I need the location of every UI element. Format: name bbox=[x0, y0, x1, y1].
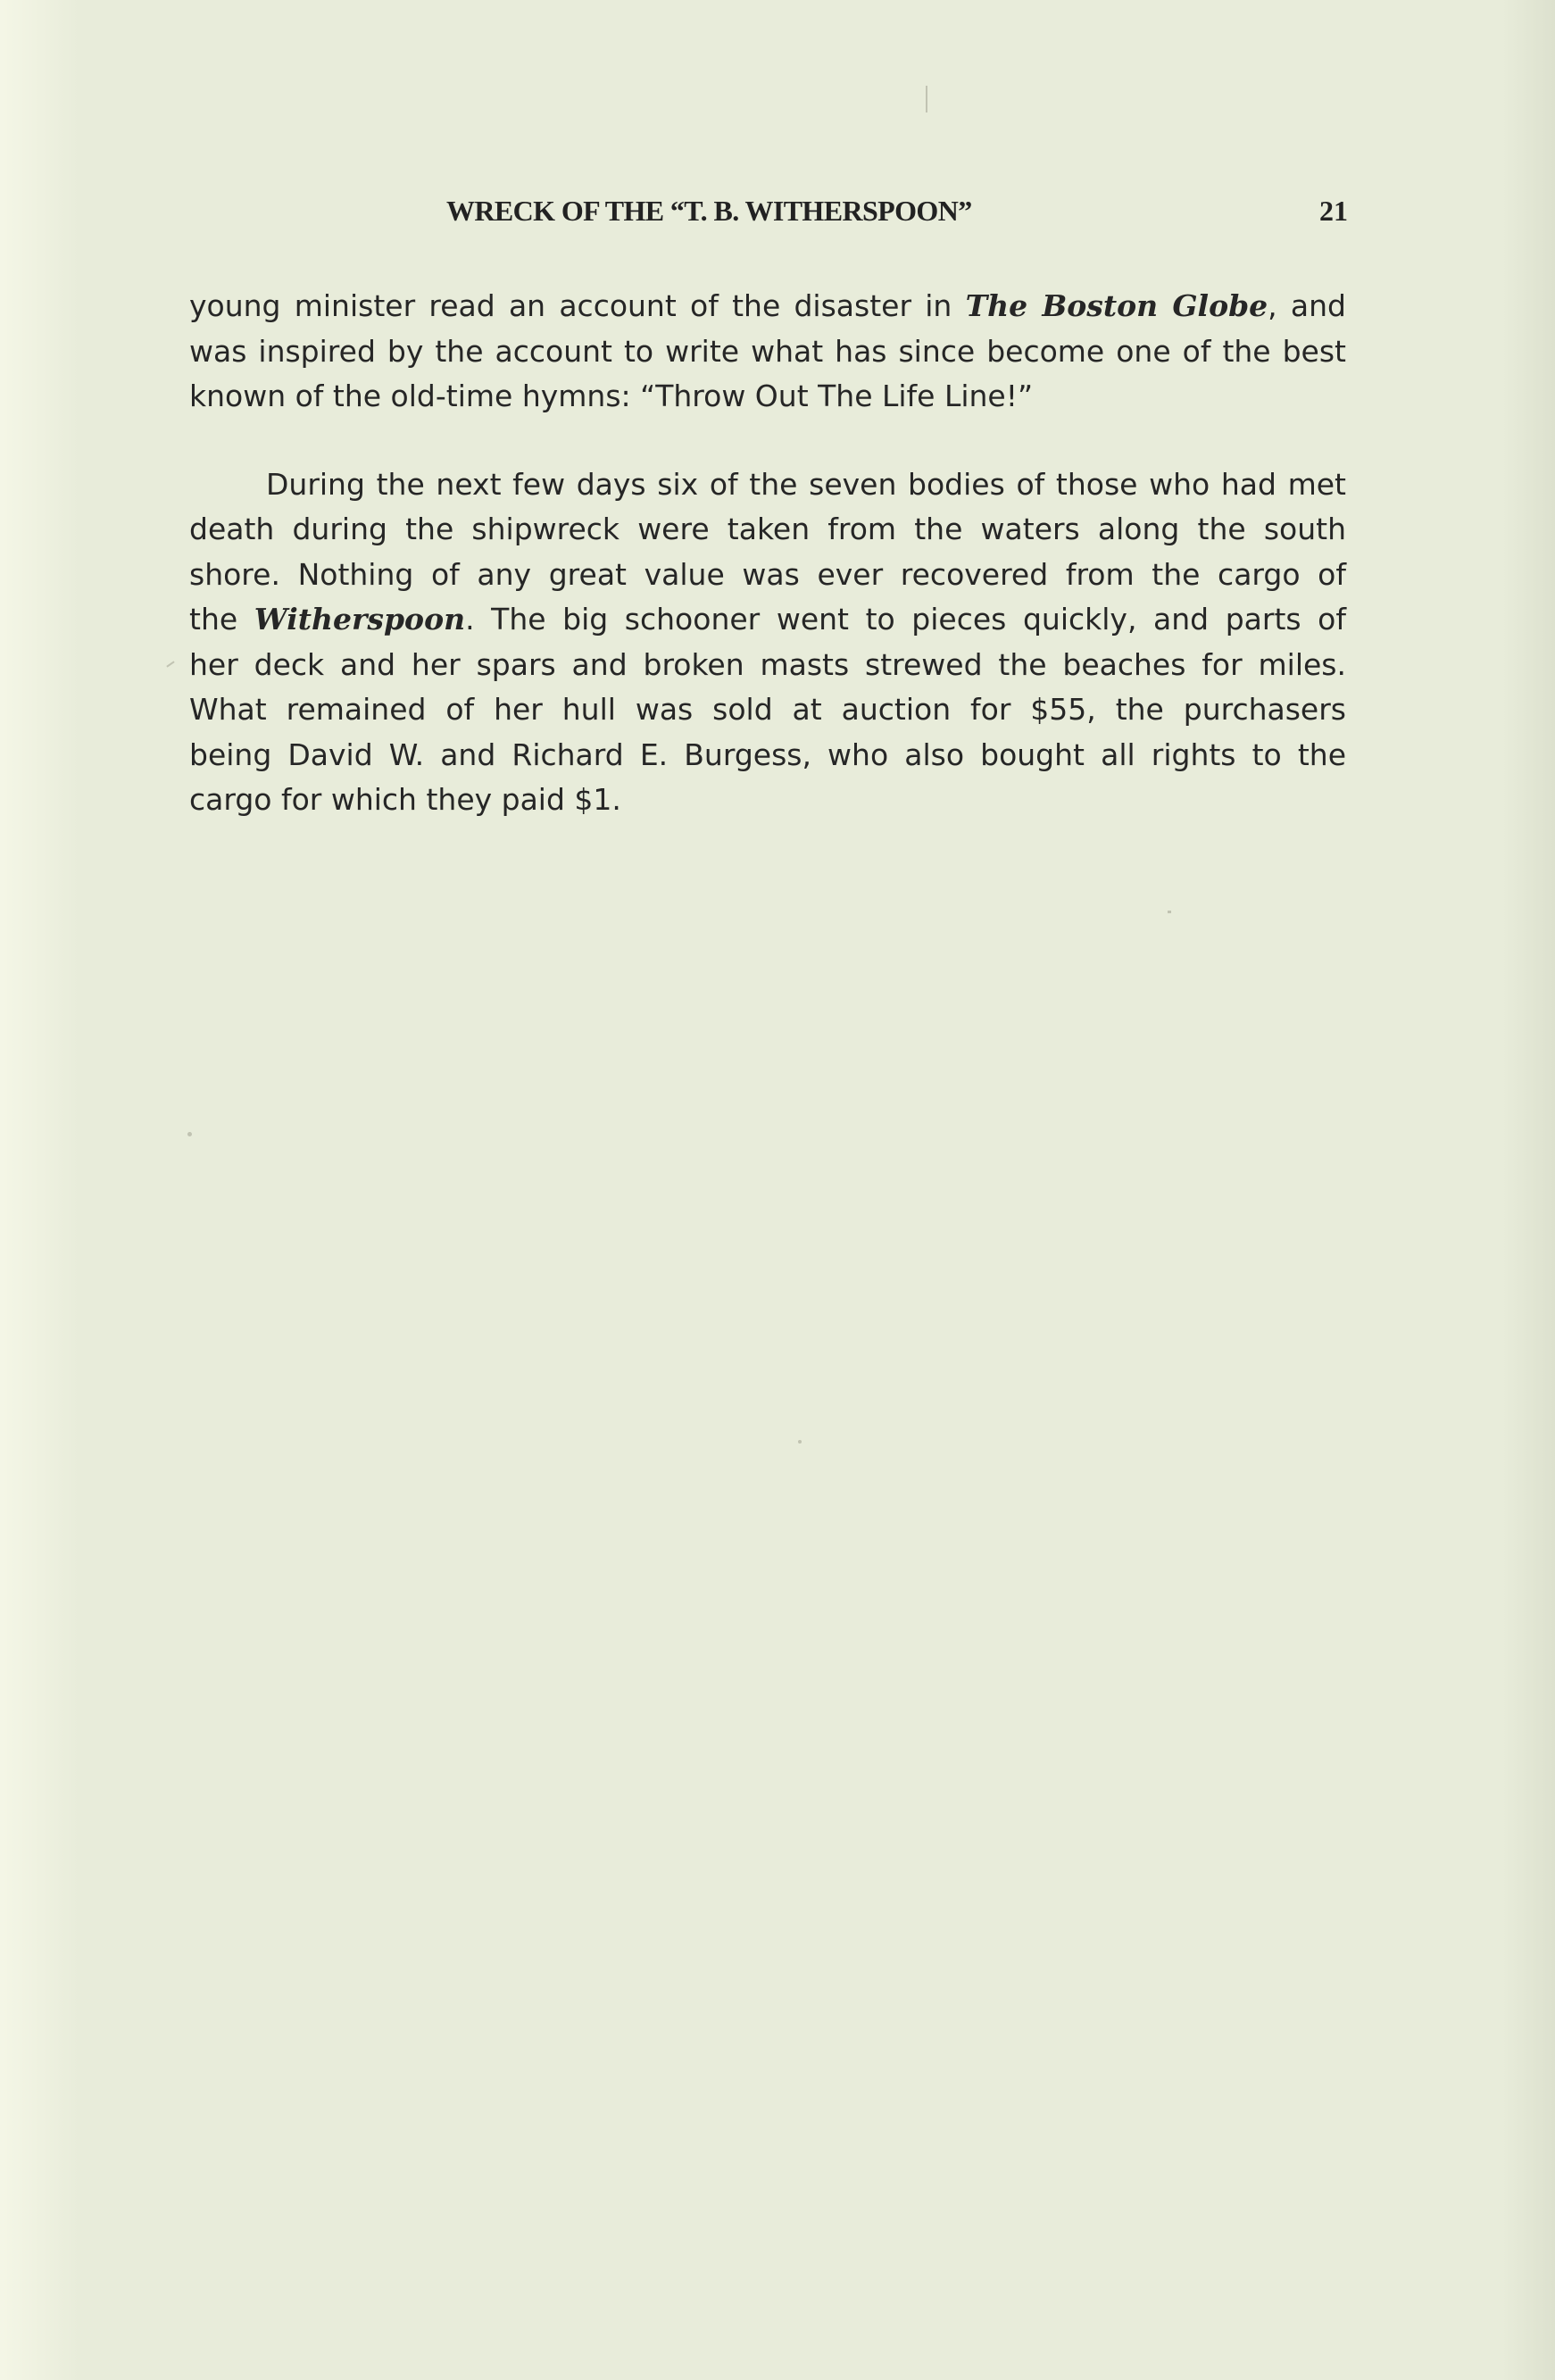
print-speck bbox=[166, 661, 174, 667]
ship-name: Witherspoon bbox=[254, 602, 466, 637]
text-line: What remained of her hull was sold at auction for $55, the purchasers bbox=[189, 692, 1346, 727]
page-number: 21 bbox=[1319, 195, 1348, 227]
paragraph-2 bbox=[189, 462, 1346, 823]
newspaper-title: The Boston Globe bbox=[965, 288, 1268, 323]
print-speck bbox=[798, 1440, 802, 1444]
print-speck bbox=[1168, 911, 1171, 913]
chapter-title: WRECK OF THE “T. B. WITHERSPOON” bbox=[446, 195, 972, 227]
text-line: death during the shipwreck were taken from the waters along the south bbox=[189, 512, 1346, 546]
text-line: cargo for which they paid $1. bbox=[189, 782, 621, 817]
text-line: being David W. and Richard E. Burgess, who also bought all rights to the bbox=[189, 736, 1346, 772]
text-line: young minister read an account of the disaster in The Boston Globe, and bbox=[189, 288, 1346, 323]
running-head bbox=[187, 195, 1348, 234]
text-line: shore. Nothing of any great value was ever recovered from the cargo of bbox=[189, 556, 1346, 592]
text-line: known of the old-time hymns: “Throw Out The Life Line!” bbox=[189, 379, 1034, 413]
text-line: was inspired by the account to write what has since become one of the best bbox=[189, 333, 1346, 369]
print-speck bbox=[187, 1132, 192, 1136]
body-text bbox=[189, 284, 1346, 823]
text-line: During the next few days six of the seven bodies of those who had met bbox=[266, 466, 1346, 502]
print-speck bbox=[926, 86, 927, 112]
paragraph-1 bbox=[189, 284, 1346, 420]
text-line: the Witherspoon. The big schooner went to pieces quickly, and parts of bbox=[189, 602, 1346, 637]
text-line: her deck and her spars and broken masts strewed the beaches for miles. bbox=[189, 646, 1346, 682]
